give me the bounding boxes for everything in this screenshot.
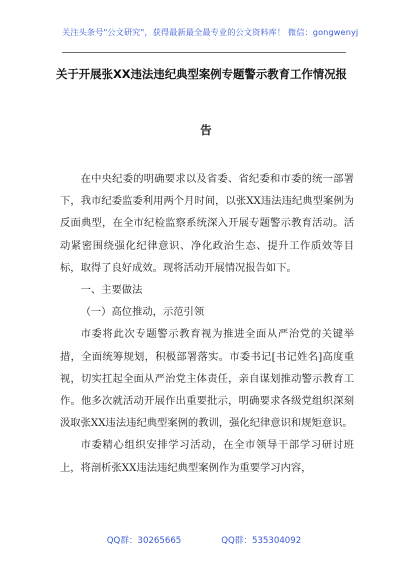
footer-qq-group-2: QQ群：535304092: [221, 536, 302, 546]
body-paragraph: 市委将此次专题警示教育视为推进全面从严治党的关键举措，全面统筹规划，积极部署落实。市委书记[书记姓名]高度重视，切实扛起全面从严治党主体责任，亲自谋划推动警示教育工作。他多次就活动开展作出重要批示，明确要求各级党组织深刻汲取张XX违法违纪典型案例的教训，强化纪律意识和规矩意识。: [60, 328, 354, 430]
header-banner: 关注头条号"公文研究"，获得最新最全最专业的公文资料库！ 微信：gongwenyj: [62, 27, 359, 37]
title-line-1: 关于开展张XX违法违纪典型案例专题警示教育工作情况报: [56, 67, 347, 81]
subsection-heading: （一）高位推动，示范引领: [80, 306, 205, 319]
footer: [0, 534, 408, 546]
body-paragraph: 市委精心组织安排学习活动，在全市领导干部学习研讨班上，将剖析张XX违法违纪典型案例作为重要学习内容，: [60, 439, 354, 474]
footer-qq-group-1: QQ群：30265665: [106, 536, 182, 546]
section-heading: 一、主要做法: [80, 284, 143, 297]
document-body: [60, 168, 354, 479]
title-line-2: 告: [200, 123, 212, 137]
document-title: [56, 60, 356, 172]
header-divider: [62, 52, 346, 53]
intro-paragraph: 在中央纪委的明确要求以及省委、省纪委和市委的统一部署下，我市纪委监委利用两个月时间，以张XX违法违纪典型案例为反面典型，在全市纪检监察系统深入开展专题警示教育活动。活动紧密围绕强化纪律意识、净化政治生态、提升工作质效等目标，取得了良好成效。现将活动开展情况报告如下。: [60, 173, 354, 274]
